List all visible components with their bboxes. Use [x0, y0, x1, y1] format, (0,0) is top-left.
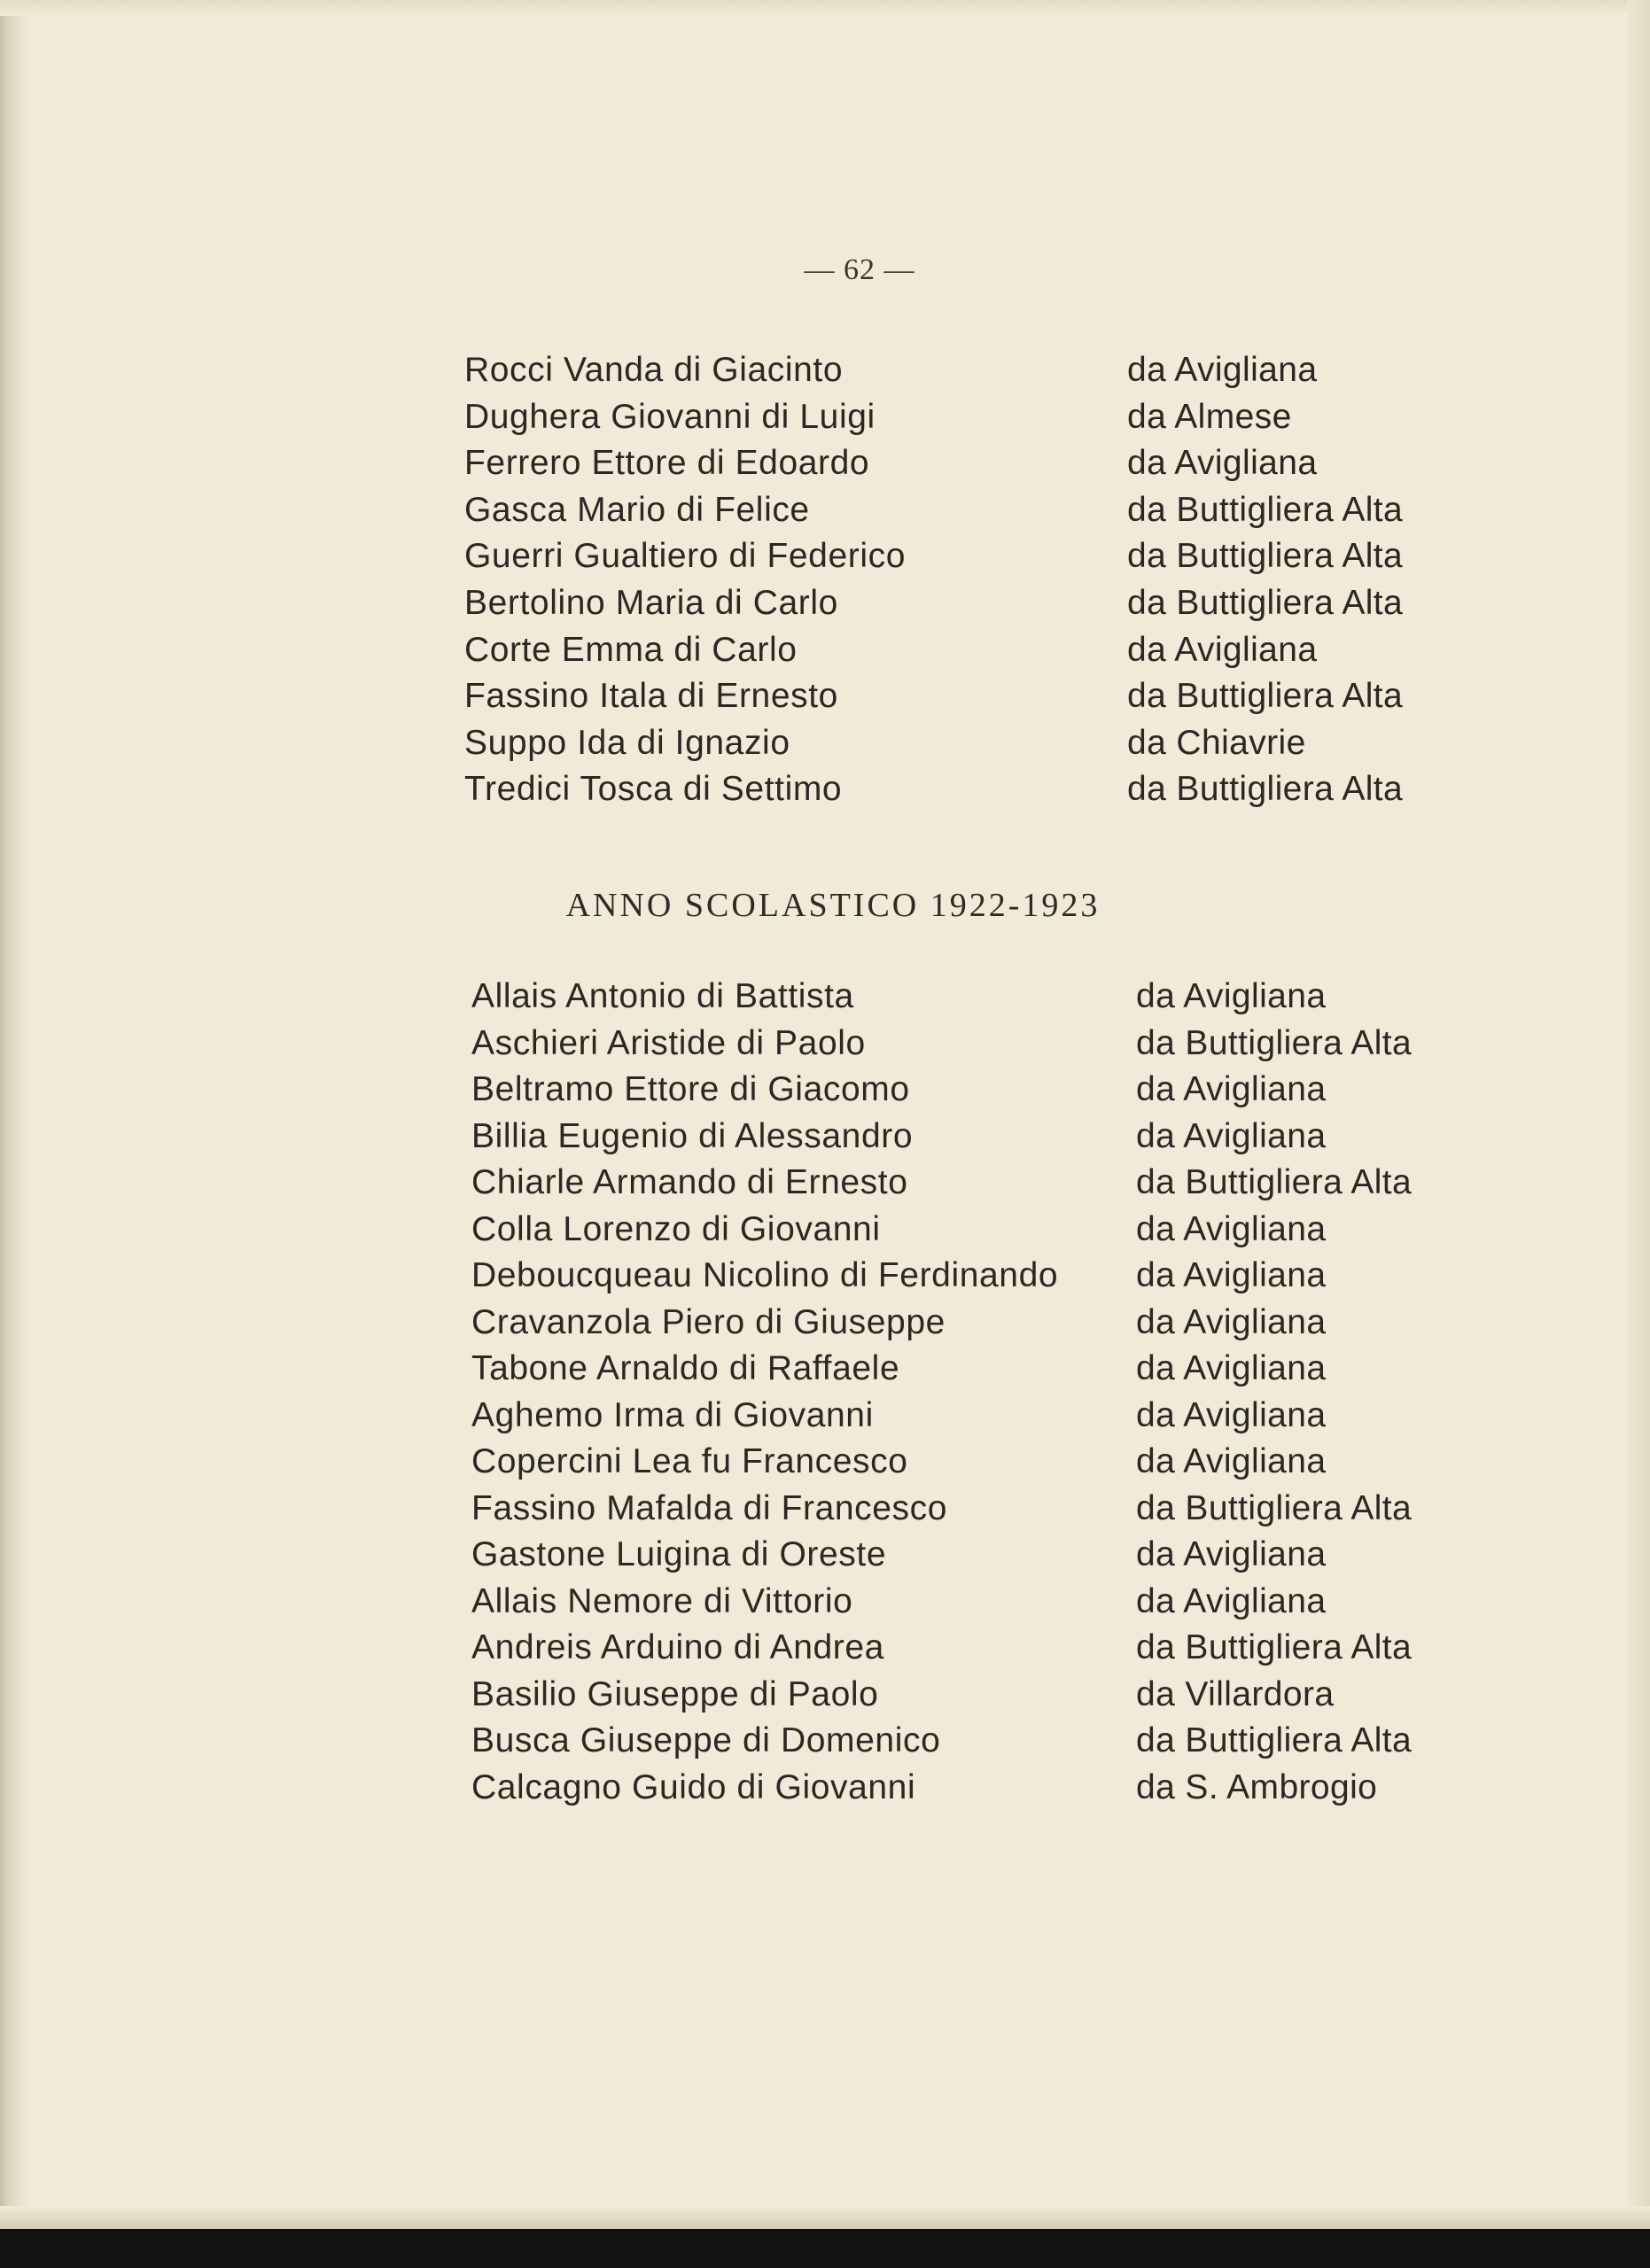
student-row — [471, 1582, 1455, 1629]
scan-border — [0, 2229, 1650, 2268]
student-name: Ferrero Ettore di Edoardo — [464, 444, 870, 483]
student-row — [471, 1163, 1455, 1210]
student-name: Calcagno Guido di Giovanni — [471, 1767, 916, 1806]
student-row — [464, 491, 1439, 538]
student-row — [471, 1303, 1455, 1350]
student-row — [471, 1768, 1455, 1815]
student-origin: da Avigliana — [1136, 977, 1327, 1015]
student-origin: da Avigliana — [1136, 1581, 1327, 1620]
student-row — [471, 1442, 1455, 1489]
student-origin: da Avigliana — [1136, 1442, 1327, 1480]
student-row — [471, 1535, 1455, 1582]
student-name: Tabone Arnaldo di Raffaele — [471, 1349, 900, 1387]
student-origin: da Buttigliera Alta — [1136, 1628, 1413, 1666]
student-list-1922-1923 — [471, 977, 1455, 1814]
student-row — [471, 1024, 1455, 1071]
page-right-edge — [1627, 0, 1650, 2229]
student-list-previous-year — [464, 351, 1439, 817]
student-name: Gasca Mario di Felice — [464, 490, 810, 529]
student-name: Colla Lorenzo di Giovanni — [471, 1209, 881, 1248]
student-origin: da Avigliana — [1127, 444, 1318, 483]
student-name: Bertolino Maria di Carlo — [464, 583, 838, 622]
student-name: Allais Antonio di Battista — [471, 977, 854, 1015]
student-row — [464, 770, 1439, 817]
student-origin: da Buttigliera Alta — [1127, 490, 1404, 529]
student-row — [464, 351, 1439, 398]
student-origin: da Avigliana — [1136, 1395, 1327, 1434]
student-origin: da Avigliana — [1136, 1302, 1327, 1341]
student-origin: da Buttigliera Alta — [1127, 537, 1404, 576]
student-name: Gastone Luigina di Oreste — [471, 1535, 887, 1573]
student-origin: da Villardora — [1136, 1674, 1335, 1713]
student-name: Corte Emma di Carlo — [464, 630, 798, 669]
student-origin: da Buttigliera Alta — [1136, 1488, 1413, 1527]
student-origin: da Avigliana — [1136, 1256, 1327, 1294]
student-name: Deboucqueau Nicolino di Ferdinando — [471, 1256, 1059, 1294]
section-heading: ANNO SCOLASTICO 1922-1923 — [565, 887, 1101, 924]
student-name: Copercini Lea fu Francesco — [471, 1442, 908, 1480]
student-name: Fassino Mafalda di Francesco — [471, 1488, 948, 1527]
student-name: Allais Nemore di Vittorio — [471, 1581, 853, 1620]
student-row — [464, 537, 1439, 584]
student-name: Aghemo Irma di Giovanni — [471, 1395, 874, 1434]
student-origin: da Buttigliera Alta — [1136, 1163, 1413, 1201]
student-row — [471, 1210, 1455, 1257]
student-row — [464, 631, 1439, 678]
student-name: Tredici Tosca di Settimo — [464, 770, 843, 809]
student-origin: da Avigliana — [1136, 1116, 1327, 1155]
student-origin: da Avigliana — [1127, 351, 1318, 389]
student-row — [464, 584, 1439, 631]
student-origin: da Avigliana — [1136, 1535, 1327, 1573]
student-row — [471, 1489, 1455, 1536]
page-bottom-edge — [0, 2206, 1650, 2229]
student-row — [471, 1721, 1455, 1768]
student-name: Rocci Vanda di Giacinto — [464, 351, 844, 389]
student-origin: da Buttigliera Alta — [1127, 583, 1404, 622]
page-binding-shadow — [0, 0, 32, 2268]
student-row — [464, 677, 1439, 724]
student-row — [471, 1070, 1455, 1117]
student-row — [471, 977, 1455, 1024]
student-origin: da Avigliana — [1136, 1209, 1327, 1248]
student-row — [471, 1117, 1455, 1164]
student-row — [471, 1396, 1455, 1443]
student-origin: da S. Ambrogio — [1136, 1767, 1378, 1806]
student-name: Fassino Itala di Ernesto — [464, 677, 838, 716]
student-origin: da Buttigliera Alta — [1136, 1023, 1413, 1062]
page-number: — 62 — — [804, 253, 915, 286]
student-row — [464, 724, 1439, 771]
student-origin: da Chiavrie — [1127, 723, 1306, 762]
student-name: Aschieri Aristide di Paolo — [471, 1023, 866, 1062]
student-row — [464, 398, 1439, 445]
student-origin: da Almese — [1127, 397, 1292, 436]
student-row — [471, 1256, 1455, 1303]
student-row — [471, 1628, 1455, 1675]
student-name: Billia Eugenio di Alessandro — [471, 1116, 914, 1155]
student-origin: da Avigliana — [1136, 1070, 1327, 1108]
student-name: Basilio Giuseppe di Paolo — [471, 1674, 879, 1713]
page-top-edge — [0, 0, 1650, 16]
student-origin: da Avigliana — [1136, 1349, 1327, 1387]
student-row — [471, 1675, 1455, 1722]
student-name: Chiarle Armando di Ernesto — [471, 1163, 908, 1201]
student-origin: da Buttigliera Alta — [1136, 1721, 1413, 1759]
student-origin: da Buttigliera Alta — [1127, 770, 1404, 809]
student-origin: da Buttigliera Alta — [1127, 677, 1404, 716]
student-name: Suppo Ida di Ignazio — [464, 723, 790, 762]
student-name: Busca Giuseppe di Domenico — [471, 1721, 941, 1759]
student-name: Andreis Arduino di Andrea — [471, 1628, 884, 1666]
student-name: Beltramo Ettore di Giacomo — [471, 1070, 910, 1108]
student-name: Guerri Gualtiero di Federico — [464, 537, 906, 576]
student-name: Dughera Giovanni di Luigi — [464, 397, 876, 436]
student-row — [464, 444, 1439, 491]
student-row — [471, 1349, 1455, 1396]
student-name: Cravanzola Piero di Giuseppe — [471, 1302, 946, 1341]
student-origin: da Avigliana — [1127, 630, 1318, 669]
